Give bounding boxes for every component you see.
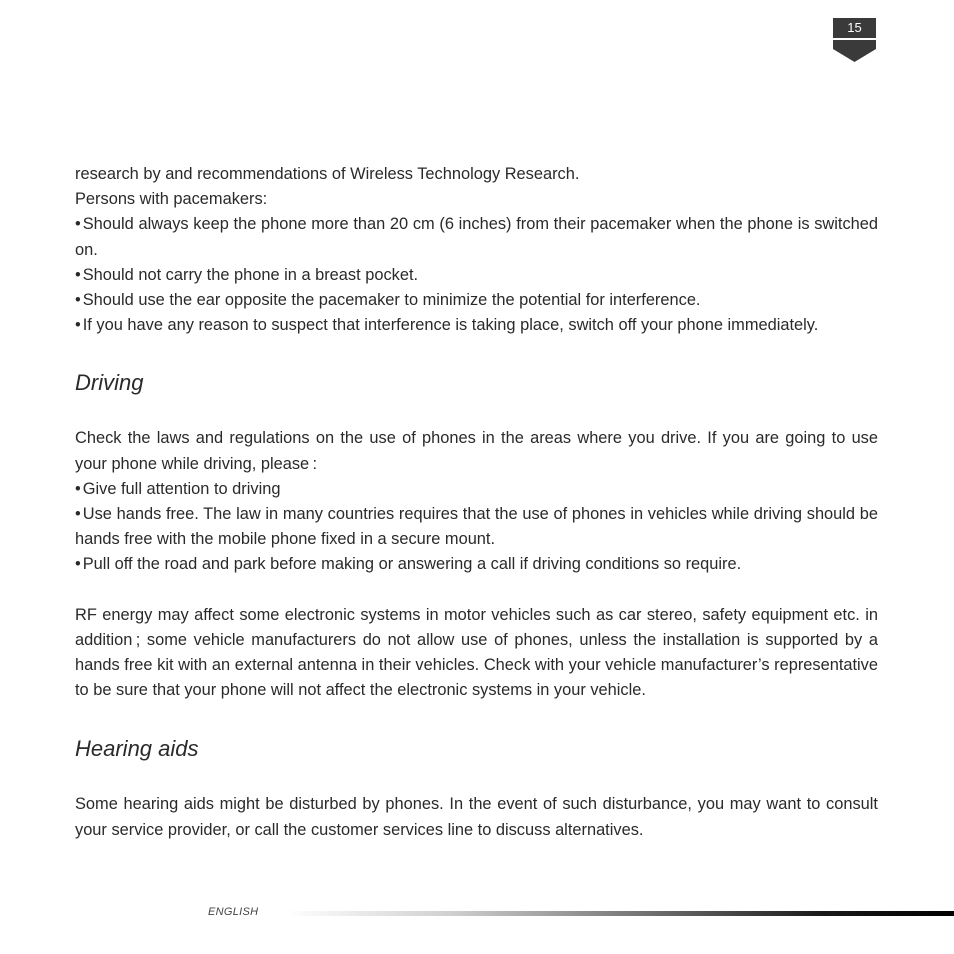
intro-line: research by and recommendations of Wireless Technology Research. [75,165,580,183]
driving-bullet: • Give full attention to driving [75,477,878,502]
pacemaker-bullet: • If you have any reason to suspect that interference is taking place, switch off your phone immediately. [75,313,878,338]
pacemaker-bullet: • Should always keep the phone more than 20 cm (6 inches) from their pacemaker when the phone is switched on. [75,212,878,262]
rf-energy-paragraph: RF energy may affect some electronic systems in motor vehicles such as car stereo, safety equipment etc. in addition ; some vehicle manufacturers do not allow use of phones, unless the installation is supported by a hands free kit with an external antenna in their vehicles. Check with your vehicle manufacturer’s representative to be sure that your phone will not affect the electronic systems in your vehicle. [75,605,878,700]
section-heading-driving: Driving [75,370,144,396]
driving-bullet: • Use hands free. The law in many countries requires that the use of phones in vehicles while driving should be hands free with the mobile phone fixed in a secure mount. [75,502,878,552]
hearing-aids-paragraph: Some hearing aids might be disturbed by phones. In the event of such disturbance, you may want to consult your service provider, or call the customer services line to discuss alternatives. [75,795,878,839]
page-number: 15 [833,18,876,38]
section-heading-hearing-aids: Hearing aids [75,736,199,762]
intro-line: Persons with pacemakers: [75,190,268,209]
pacemaker-bullet: • Should not carry the phone in a breast pocket. [75,263,878,288]
page-number-badge [833,18,876,62]
driving-intro: Check the laws and regulations on the use of phones in the areas where you drive. If you are going to use your phone while driving, please : [75,429,878,473]
pacemaker-bullet: • Should use the ear opposite the pacemaker to minimize the potential for interference. [75,288,878,313]
driving-bullet: • Pull off the road and park before making or answering a call if driving conditions so require. [75,552,878,577]
footer-language-label: ENGLISH [208,906,259,918]
footer-gradient-rule [285,911,954,916]
paragraph-gap [75,578,878,603]
document-body [75,162,878,843]
chevron-down-icon [833,40,876,62]
